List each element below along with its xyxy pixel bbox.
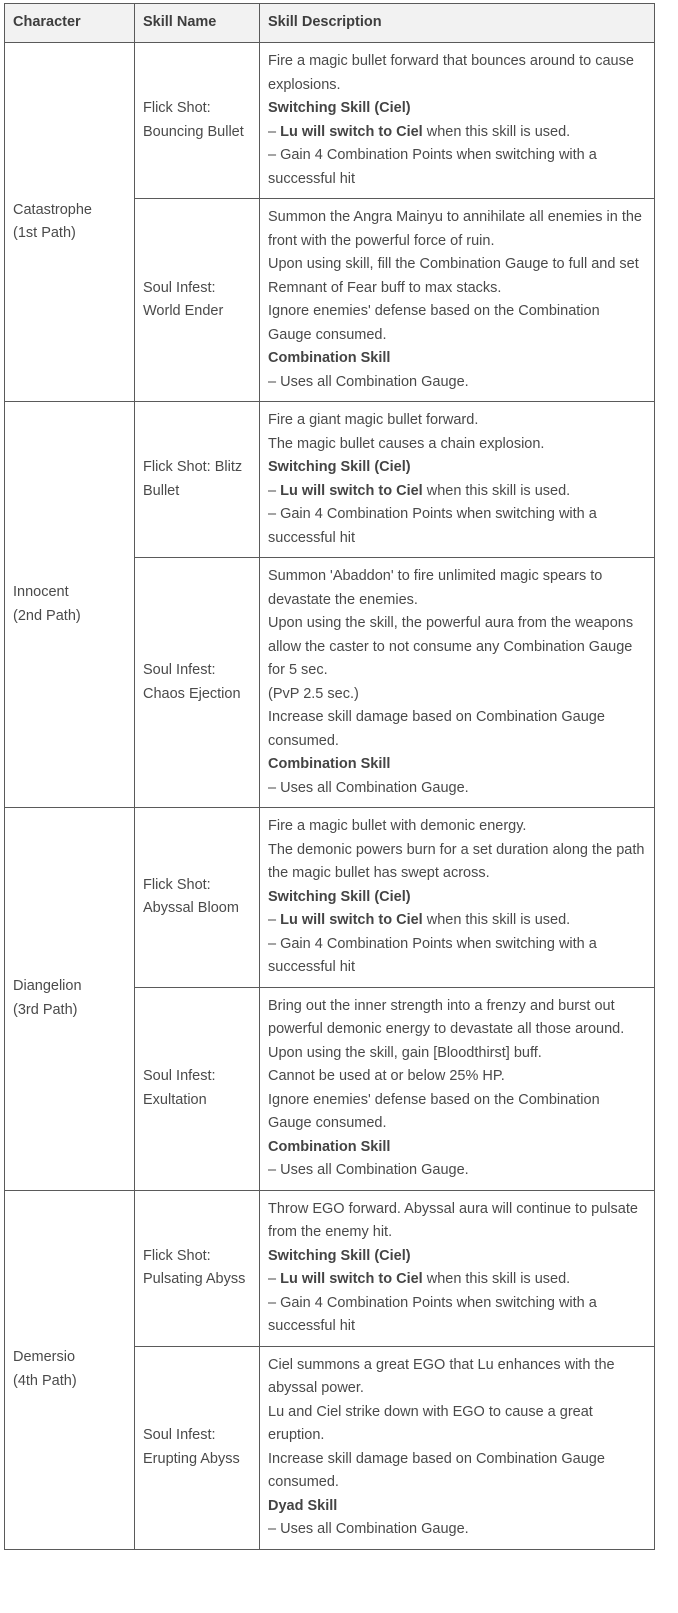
skill-description-cell [260, 808, 655, 988]
skill-name-line: Bouncing Bullet [143, 123, 244, 140]
description-bold-text: Dyad Skill [268, 1497, 338, 1514]
description-line [268, 1089, 646, 1136]
description-text: Ignore enemies' defense based on the Combination Gauge consumed. [268, 1091, 600, 1131]
description-line [268, 1292, 646, 1339]
skill-name-cell [135, 402, 260, 558]
description-text: when this skill is used. [422, 482, 571, 499]
skill-name-cell [135, 1346, 260, 1549]
description-line [268, 1354, 646, 1401]
skill-name-line: Soul Infest: [143, 1427, 216, 1443]
description-bold-text: Switching Skill (Ciel) [268, 459, 411, 475]
description-line [268, 995, 646, 1042]
table-row [5, 808, 655, 988]
description-line [268, 371, 646, 395]
description-line [268, 1448, 646, 1495]
description-text: – Uses all Combination Gauge. [268, 373, 469, 390]
description-line [268, 815, 646, 839]
description-line [268, 480, 646, 504]
character-name-line: Catastrophe [13, 201, 92, 218]
description-line [268, 50, 646, 97]
description-text: – Gain 4 Combination Points when switching with a successful hit [268, 935, 597, 975]
description-text: Upon using the skill, the powerful aura from the weapons allow the caster to not consume any Combination Gauge for 5 sec. [268, 615, 634, 678]
description-line [268, 565, 646, 612]
description-line [268, 144, 646, 191]
description-text: – [268, 1271, 281, 1287]
description-line [268, 933, 646, 980]
character-cell [5, 1190, 135, 1549]
description-text: – Uses all Combination Gauge. [268, 779, 469, 796]
header-skill-description: Skill Description [260, 4, 655, 43]
table-row [5, 1190, 655, 1346]
skill-name-cell [135, 987, 260, 1190]
description-text: Increase skill damage based on Combination Gauge consumed. [268, 1450, 605, 1490]
skill-name-cell [135, 199, 260, 402]
skill-description-cell [260, 43, 655, 199]
description-text: Ciel summons a great EGO that Lu enhances with the abyssal power. [268, 1356, 615, 1396]
description-text: Upon using the skill, gain [Bloodthirst] buff. [268, 1044, 542, 1061]
description-line [268, 706, 646, 753]
skill-name-line: Pulsating Abyss [143, 1271, 246, 1287]
skill-name-line: Soul Infest: [143, 279, 216, 296]
description-line [268, 409, 646, 433]
character-name-line: (3rd Path) [13, 1001, 78, 1018]
description-text: Fire a magic bullet with demonic energy. [268, 818, 527, 834]
header-character: Character [5, 4, 135, 43]
description-line [268, 1198, 646, 1245]
description-line [268, 456, 646, 480]
description-text: The demonic powers burn for a set duration along the path the magic bullet has swept across. [268, 841, 645, 881]
description-text: when this skill is used. [422, 123, 571, 140]
description-line [268, 1065, 646, 1089]
description-line [268, 347, 646, 371]
table-header [5, 4, 655, 43]
description-line [268, 612, 646, 683]
skill-name-line: Abyssal Bloom [143, 900, 239, 917]
description-text: – Gain 4 Combination Points when switching with a successful hit [268, 1294, 597, 1334]
description-line [268, 121, 646, 145]
description-line [268, 753, 646, 777]
character-name-line: Innocent [13, 584, 69, 600]
description-text: Increase skill damage based on Combination Gauge consumed. [268, 709, 605, 749]
description-text: – Uses all Combination Gauge. [268, 1162, 469, 1178]
skill-name-line: World Ender [143, 303, 224, 319]
description-text: Throw EGO forward. Abyssal aura will continue to pulsate from the enemy hit. [268, 1200, 638, 1240]
skill-description-cell [260, 1346, 655, 1549]
skill-name-line: Exultation [143, 1091, 207, 1108]
description-text: Lu and Ciel strike down with EGO to cause a great eruption. [268, 1403, 593, 1443]
description-text: – Gain 4 Combination Points when switching with a successful hit [268, 506, 597, 546]
description-text: when this skill is used. [422, 1271, 571, 1287]
character-name-line: Demersio [13, 1349, 76, 1365]
description-bold-text: Switching Skill (Ciel) [268, 888, 411, 905]
description-line [268, 433, 646, 457]
description-line [268, 1518, 646, 1542]
character-cell [5, 808, 135, 1191]
skill-name-cell [135, 43, 260, 199]
description-text: Cannot be used at or below 25% HP. [268, 1068, 505, 1084]
skill-name-line: Soul Infest: [143, 1068, 216, 1084]
skill-name-line: Chaos Ejection [143, 685, 241, 702]
description-text: The magic bullet causes a chain explosion. [268, 435, 545, 452]
character-cell [5, 402, 135, 808]
description-bold-text: Combination Skill [268, 350, 391, 366]
description-text: – [268, 912, 281, 928]
skill-name-cell [135, 1190, 260, 1346]
description-text: Fire a magic bullet forward that bounces around to cause explosions. [268, 53, 634, 93]
description-line [268, 1159, 646, 1183]
description-text: when this skill is used. [422, 912, 571, 928]
description-bold-text: Combination Skill [268, 756, 391, 772]
character-name-line: (1st Path) [13, 225, 76, 241]
character-cell [5, 43, 135, 402]
table-body [5, 43, 655, 1550]
description-text: – [268, 482, 281, 499]
description-bold-text: Lu will switch to Ciel [280, 912, 423, 928]
skill-name-line: Flick Shot: [143, 876, 211, 893]
skill-name-cell [135, 808, 260, 988]
character-name-line: (2nd Path) [13, 607, 81, 624]
header-skill-name: Skill Name [135, 4, 260, 43]
description-text: – [268, 123, 281, 140]
skill-name-line: Erupting Abyss [143, 1450, 240, 1467]
skill-description-cell [260, 987, 655, 1190]
skill-name-line: Flick Shot: Blitz [143, 459, 243, 475]
skill-description-cell [260, 199, 655, 402]
description-bold-text: Lu will switch to Ciel [280, 1271, 423, 1287]
description-text: (PvP 2.5 sec.) [268, 685, 359, 702]
skill-name-line: Flick Shot: [143, 1247, 211, 1264]
description-line [268, 300, 646, 347]
skill-name-line: Soul Infest: [143, 662, 216, 678]
table-row [5, 43, 655, 199]
description-text: – Gain 4 Combination Points when switching with a successful hit [268, 147, 597, 187]
description-line [268, 1136, 646, 1160]
description-text: Fire a giant magic bullet forward. [268, 412, 479, 428]
description-text: Upon using skill, fill the Combination Gauge to full and set Remnant of Fear buff to max stacks. [268, 256, 639, 296]
description-line [268, 97, 646, 121]
description-text: Summon the Angra Mainyu to annihilate all enemies in the front with the powerful force of ruin. [268, 209, 642, 249]
description-line [268, 1245, 646, 1269]
skill-description-cell [260, 1190, 655, 1346]
description-text: – Uses all Combination Gauge. [268, 1521, 469, 1537]
description-bold-text: Combination Skill [268, 1138, 391, 1155]
description-text: Summon 'Abaddon' to fire unlimited magic spears to devastate the enemies. [268, 568, 603, 608]
description-bold-text: Switching Skill (Ciel) [268, 100, 411, 116]
skill-name-line: Flick Shot: [143, 100, 211, 116]
description-line [268, 1495, 646, 1519]
description-text: Bring out the inner strength into a frenzy and burst out powerful demonic energy to devastate all those around. [268, 997, 625, 1037]
description-line [268, 909, 646, 933]
description-line [268, 503, 646, 550]
skill-description-cell [260, 402, 655, 558]
description-line [268, 1401, 646, 1448]
skill-description-cell [260, 558, 655, 808]
skill-name-line: Bullet [143, 482, 180, 499]
skills-table [4, 3, 655, 1550]
description-line [268, 683, 646, 707]
character-name-line: (4th Path) [13, 1372, 77, 1389]
table-row [5, 402, 655, 558]
description-line [268, 1268, 646, 1292]
description-bold-text: Lu will switch to Ciel [280, 482, 423, 499]
description-bold-text: Switching Skill (Ciel) [268, 1247, 411, 1264]
character-name-line: Diangelion [13, 978, 82, 995]
description-line [268, 886, 646, 910]
description-line [268, 777, 646, 801]
header-row [5, 4, 655, 43]
description-line [268, 839, 646, 886]
description-line [268, 206, 646, 253]
description-text: Ignore enemies' defense based on the Combination Gauge consumed. [268, 303, 600, 343]
description-line [268, 253, 646, 300]
skill-name-cell [135, 558, 260, 808]
description-bold-text: Lu will switch to Ciel [280, 123, 423, 140]
description-line [268, 1042, 646, 1066]
